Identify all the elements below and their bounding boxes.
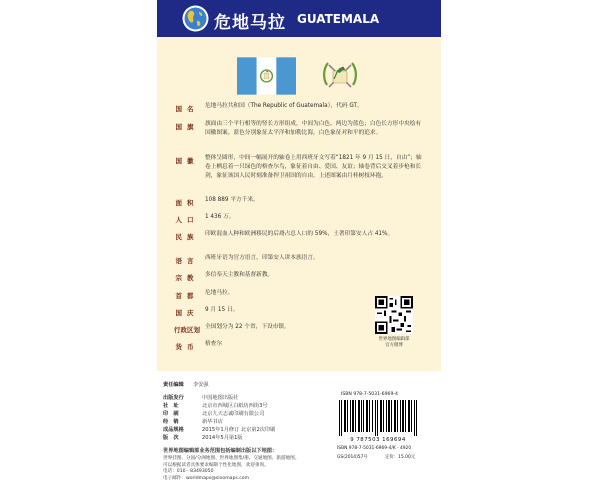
pub-label: 出版发行 — [163, 395, 184, 401]
pub-value: 2015年1月修订 北京第2次印刷 — [202, 427, 276, 433]
fact-label: 宗教 — [175, 274, 199, 282]
isbn-top: ISBN 978-7-5031-6969-4 — [341, 392, 398, 397]
fact-value: 旗面由三个平行相等的竖长方形组成，中间为白色，两边为蓝色；白色长方形中央绘有国徽图案。蓝色分别象征太平洋和加勒比海，白色象征对和平的追求。 — [205, 121, 422, 136]
fact-label: 面积 — [175, 199, 199, 207]
business-notice: 世界地图编辑部业务范围包括编制出版以下地图： 世界挂图、分国/分洲地图、世界地图集/册、交通地图、旅游地图。 可以根据读者具体要求编制个性化地图，欢迎垂询。 电话：010－83493050 电子邮件：worldmaps@sinomaps.com — [163, 448, 300, 482]
barcode-icon — [337, 400, 419, 436]
fact-label: 行政区划 — [174, 326, 200, 334]
country-name-cn: 危地马拉 — [214, 13, 286, 33]
fact-label: 语言 — [175, 257, 199, 265]
barcode-block — [331, 390, 425, 490]
pub-label: 成品规格 — [163, 427, 184, 433]
fact-value: 多信奉天主教和基督新教。 — [205, 272, 274, 278]
pub-value: 北京九天志诚印刷有限公司 — [202, 411, 265, 417]
fact-value: 危地马拉共和国（The Republic of Guatemala），代码 GT。 — [205, 103, 363, 109]
editor-label: 责任编辑 — [163, 382, 184, 388]
title-banner — [157, 0, 441, 37]
fact-value: 9 月 15 日。 — [205, 307, 239, 313]
guatemala-flag — [237, 57, 296, 95]
barcode-digits: 9 787503 169694 — [350, 437, 406, 443]
cip-number: ISBN 978-7-5031-6969-4/K · 4920 — [337, 446, 412, 451]
pub-value: 2014年5月第1版 — [202, 435, 243, 441]
fact-value: 格查尔 — [205, 341, 223, 347]
fact-label: 国名 — [175, 105, 199, 113]
fact-label: 人口 — [175, 216, 199, 224]
map-back-cover — [157, 0, 441, 500]
fact-label: 国徽 — [175, 157, 199, 165]
fact-value: 整体呈圆形，中间一幅展开的轴卷上用西班牙文写着“1821 年 9 月 15 日，自由”；轴卷上栖息着一只绿色的格查尔鸟，象征着自由、爱国、友谊；轴卷背后交叉着步枪和长剑，象征该国人民时刻准备捍卫祖国的自由。上述图案由月桂树枝环抱。 — [205, 155, 422, 179]
fact-value: 危地马拉。 — [205, 290, 234, 296]
pub-value: 北京市西城区白纸坊西街3号 — [202, 403, 268, 409]
qr-caption: 世界地图编辑部 官方微博 — [378, 337, 410, 348]
pub-label: 版 次 — [163, 435, 179, 441]
pub-label: 经 销 — [163, 419, 179, 425]
country-name-en: GUATEMALA — [297, 12, 380, 26]
coat-of-arms — [319, 55, 361, 97]
globe-icon — [182, 5, 209, 32]
fact-label: 首都 — [175, 292, 199, 300]
catalog-number: GS(2014)57号 — [337, 455, 368, 460]
fact-value: 西班牙语为官方语言，印第安人讲本族语言。 — [205, 255, 319, 261]
price: 定价：15.00元 — [385, 455, 416, 460]
pub-value: 新华书店 — [202, 419, 223, 425]
fact-value: 全国划分为 22 个省，下设市镇。 — [205, 324, 290, 330]
pub-label: 印 刷 — [163, 411, 179, 417]
fact-value: 108 889 平方千米。 — [205, 197, 259, 203]
fact-value: 1 436 万。 — [205, 214, 235, 220]
fact-label: 货币 — [175, 343, 199, 351]
pub-label: 社 址 — [163, 403, 179, 409]
pub-value: 中国地图出版社 — [202, 395, 239, 401]
qr-code-icon[interactable] — [375, 296, 413, 334]
fact-label: 国旗 — [175, 123, 199, 131]
editor-name: 李安强 — [193, 382, 209, 388]
fact-label: 国庆 — [175, 309, 199, 317]
fact-value: 印欧混血人种和欧洲移民的后裔占总人口的 59%，土著印第安人占 41%。 — [205, 231, 394, 237]
fact-label: 民族 — [175, 233, 199, 241]
